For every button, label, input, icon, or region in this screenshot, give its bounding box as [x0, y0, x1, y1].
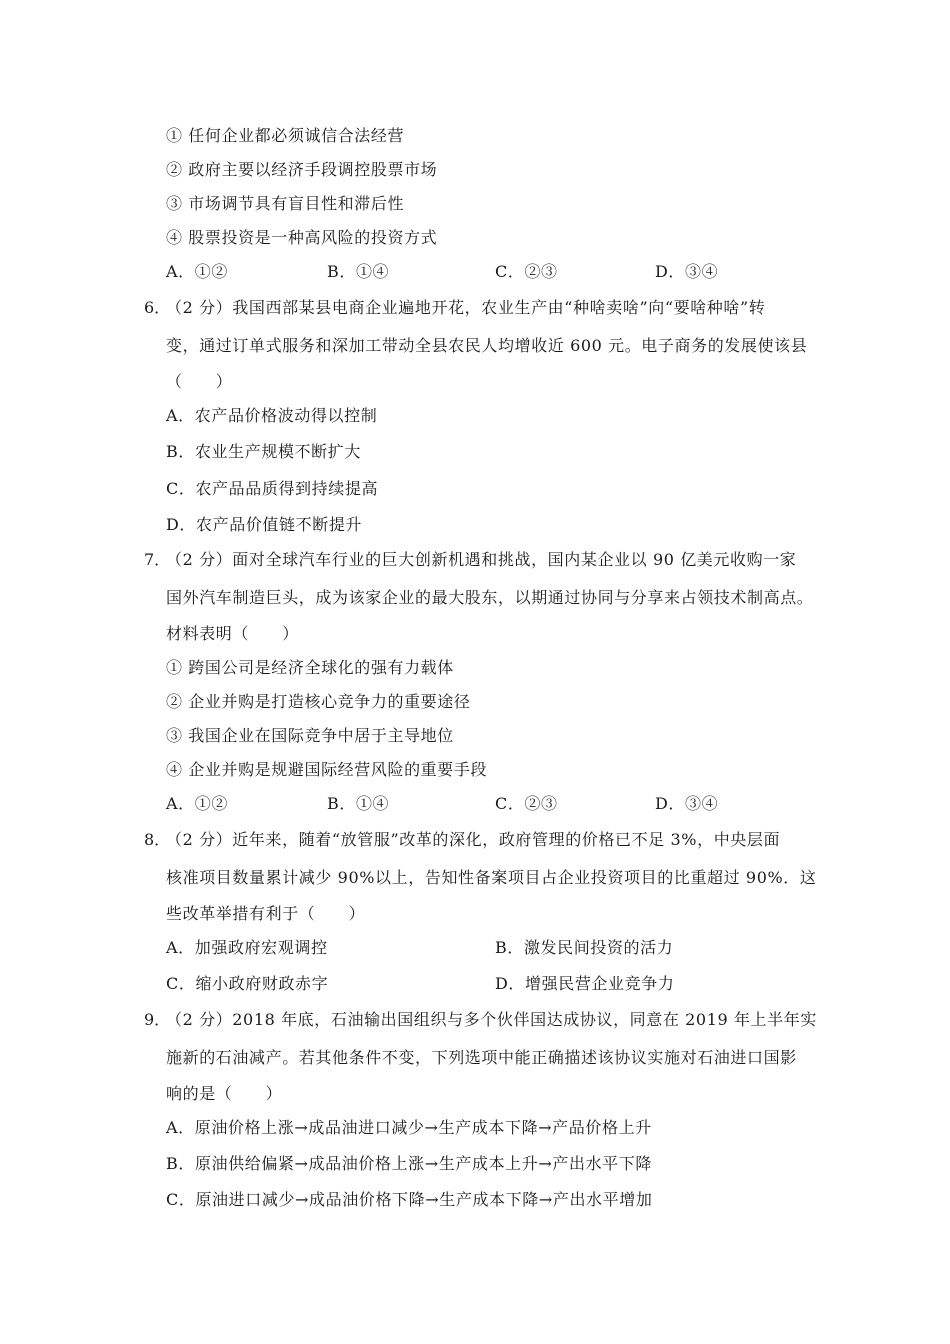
question-number: 9． — [144, 1010, 171, 1029]
statement: ③ 市场调节具有盲目性和滞后性 — [166, 194, 405, 213]
statement: ③ 我国企业在国际竞争中居于主导地位 — [166, 726, 454, 745]
option-a: A．①② — [166, 794, 228, 813]
question-stem: （2 分）2018 年底，石油输出国组织与多个伙伴国达成协议，同意在 2019 年上半年实 — [166, 1010, 817, 1029]
question-stem: 国外汽车制造巨头，成为该家企业的最大股东，以期通过协同与分享来占领技术制高点。 — [166, 588, 814, 607]
question-stem: 些改革举措有利于（ ） — [166, 904, 366, 923]
statement: ② 政府主要以经济手段调控股票市场 — [166, 160, 438, 179]
statement: ① 任何企业都必须诚信合法经营 — [166, 126, 405, 145]
option-d: D．增强民营企业竞争力 — [495, 974, 675, 993]
option-c: C．农产品品质得到持续提高 — [166, 479, 379, 498]
option-b: B．农业生产规模不断扩大 — [166, 442, 361, 461]
option-b: B．激发民间投资的活力 — [495, 938, 674, 957]
option-a: A．①② — [166, 262, 228, 281]
question-stem: 施新的石油减产。若其他条件不变，下列选项中能正确描述该协议实施对石油进口国影 — [166, 1048, 797, 1067]
question-stem: （2 分）面对全球汽车行业的巨大创新机遇和挑战，国内某企业以 90 亿美元收购一家 — [166, 550, 797, 569]
statement: ② 企业并购是打造核心竞争力的重要途径 — [166, 692, 471, 711]
question-stem: （ ） — [166, 372, 233, 391]
question-stem: （2 分）近年来，随着“放管服”改革的深化，政府管理的价格已不足 3%，中央层面 — [166, 830, 781, 849]
question-stem: 响的是（ ） — [166, 1084, 283, 1103]
option-d: D．③④ — [655, 794, 719, 813]
option-d: D．农产品价值链不断提升 — [166, 515, 363, 534]
option-d: D．③④ — [655, 262, 719, 281]
option-c: C．原油进口减少→成品油价格下降→生产成本下降→产出水平增加 — [166, 1190, 653, 1209]
statement: ④ 股票投资是一种高风险的投资方式 — [166, 228, 438, 247]
option-a: A．原油价格上涨→成品油进口减少→生产成本下降→产品价格上升 — [166, 1118, 652, 1137]
question-number: 6． — [144, 298, 171, 317]
option-b: B．①④ — [327, 262, 390, 281]
question-stem: 变，通过订单式服务和深加工带动全县农民人均增收近 600 元。电子商务的发展使该县 — [166, 336, 808, 355]
option-b: B．①④ — [327, 794, 390, 813]
question-number: 7． — [144, 550, 171, 569]
question-stem: （2 分）我国西部某县电商企业遍地开花，农业生产由“种啥卖啥”向“要啥种啥”转 — [166, 298, 766, 317]
option-c: C．②③ — [495, 794, 558, 813]
question-number: 8． — [144, 830, 171, 849]
option-b: B．原油供给偏紧→成品油价格上涨→生产成本上升→产出水平下降 — [166, 1154, 652, 1173]
statement: ④ 企业并购是规避国际经营风险的重要手段 — [166, 760, 488, 779]
question-stem: 核准项目数量累计减少 90%以上，告知性备案项目占企业投资项目的比重超过 90%．这 — [166, 868, 817, 887]
option-a: A．农产品价格波动得以控制 — [166, 406, 378, 425]
option-a: A．加强政府宏观调控 — [166, 938, 328, 957]
option-c: C．②③ — [495, 262, 558, 281]
option-c: C．缩小政府财政赤字 — [166, 974, 329, 993]
statement: ① 跨国公司是经济全球化的强有力载体 — [166, 658, 454, 677]
question-stem: 材料表明（ ） — [166, 624, 299, 643]
